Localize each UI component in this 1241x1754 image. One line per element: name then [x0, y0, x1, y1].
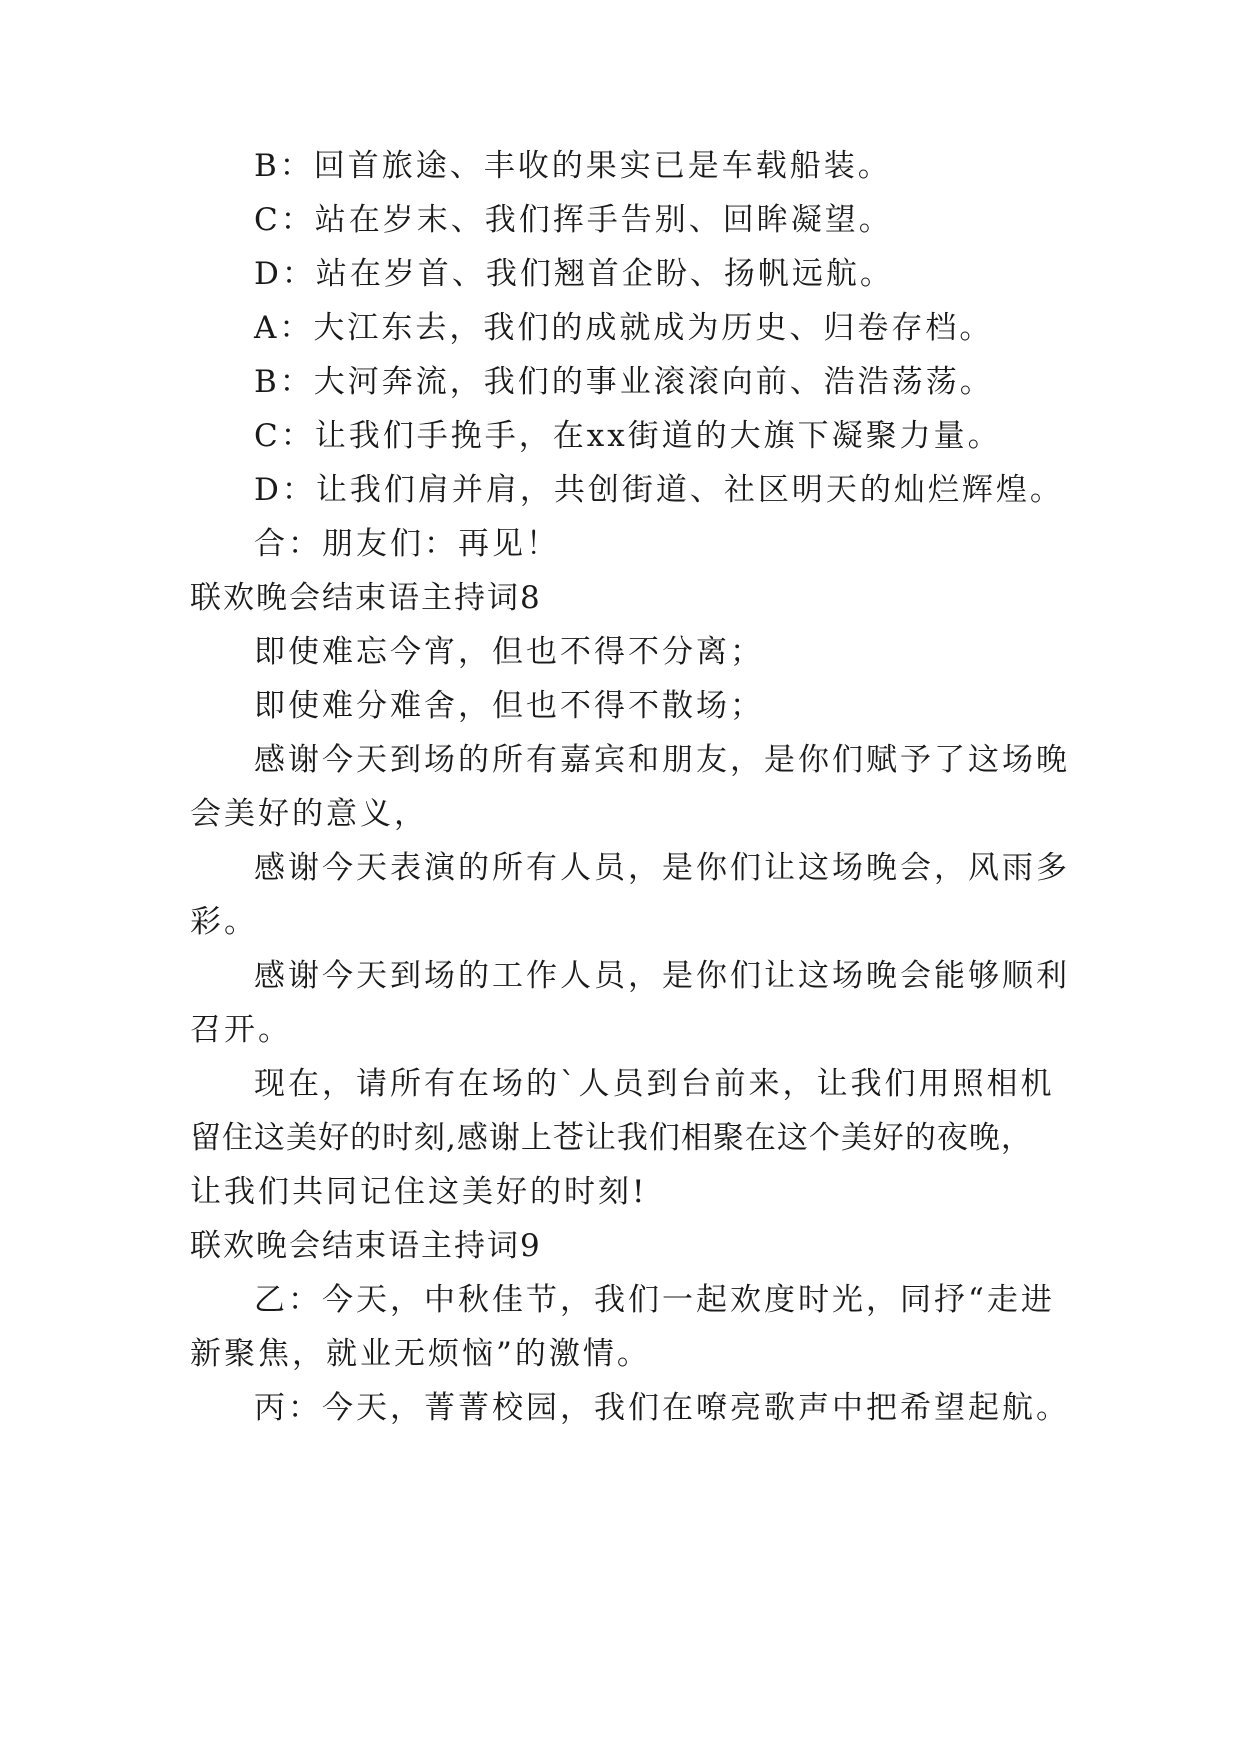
paragraph-line: C：站在岁末、我们挥手告别、回眸凝望。	[254, 202, 893, 238]
paragraph-line: 彩。	[190, 904, 258, 940]
paragraph-line: 会美好的意义，	[190, 796, 428, 832]
paragraph-line: 召开。	[190, 1012, 292, 1048]
paragraph-line: 感谢今天到场的所有嘉宾和朋友，是你们赋予了这场晚	[254, 742, 1070, 778]
paragraph-line: 留住这美好的时刻,感谢上苍让我们相聚在这个美好的夜晚，	[190, 1120, 1033, 1156]
paragraph-line: 即使难分难舍，但也不得不散场；	[254, 688, 764, 724]
section-heading: 联欢晚会结束语主持词8	[190, 580, 542, 616]
paragraph-line: A：大江东去，我们的成就成为历史、归卷存档。	[254, 310, 994, 346]
paragraph-line: 感谢今天到场的工作人员，是你们让这场晚会能够顺利	[254, 958, 1070, 994]
paragraph-line: 让我们共同记住这美好的时刻!	[190, 1174, 648, 1210]
paragraph-line: D：让我们肩并肩，共创街道、社区明天的灿烂辉煌。	[254, 472, 1064, 508]
paragraph-line: B：回首旅途、丰收的果实已是车载船装。	[254, 148, 892, 184]
paragraph-line: 感谢今天表演的所有人员，是你们让这场晚会，风雨多	[254, 850, 1070, 886]
paragraph-line: 现在，请所有在场的`人员到台前来，让我们用照相机	[254, 1066, 1055, 1102]
paragraph-line: C：让我们手挽手，在xx街道的大旗下凝聚力量。	[254, 418, 1002, 454]
paragraph-line: B：大河奔流，我们的事业滚滚向前、浩浩荡荡。	[254, 364, 994, 400]
paragraph-line: 丙：今天，菁菁校园，我们在嘹亮歌声中把希望起航。	[254, 1390, 1070, 1426]
paragraph-line: 合：朋友们：再见！	[254, 526, 560, 562]
paragraph-line: 即使难忘今宵，但也不得不分离；	[254, 634, 764, 670]
paragraph-line: D：站在岁首、我们翘首企盼、扬帆远航。	[254, 256, 894, 292]
paragraph-line: 乙：今天，中秋佳节，我们一起欢度时光，同抒“走进	[254, 1282, 1055, 1318]
paragraph-line: 新聚焦，就业无烦恼”的激情。	[190, 1336, 651, 1372]
section-heading: 联欢晚会结束语主持词9	[190, 1228, 542, 1264]
